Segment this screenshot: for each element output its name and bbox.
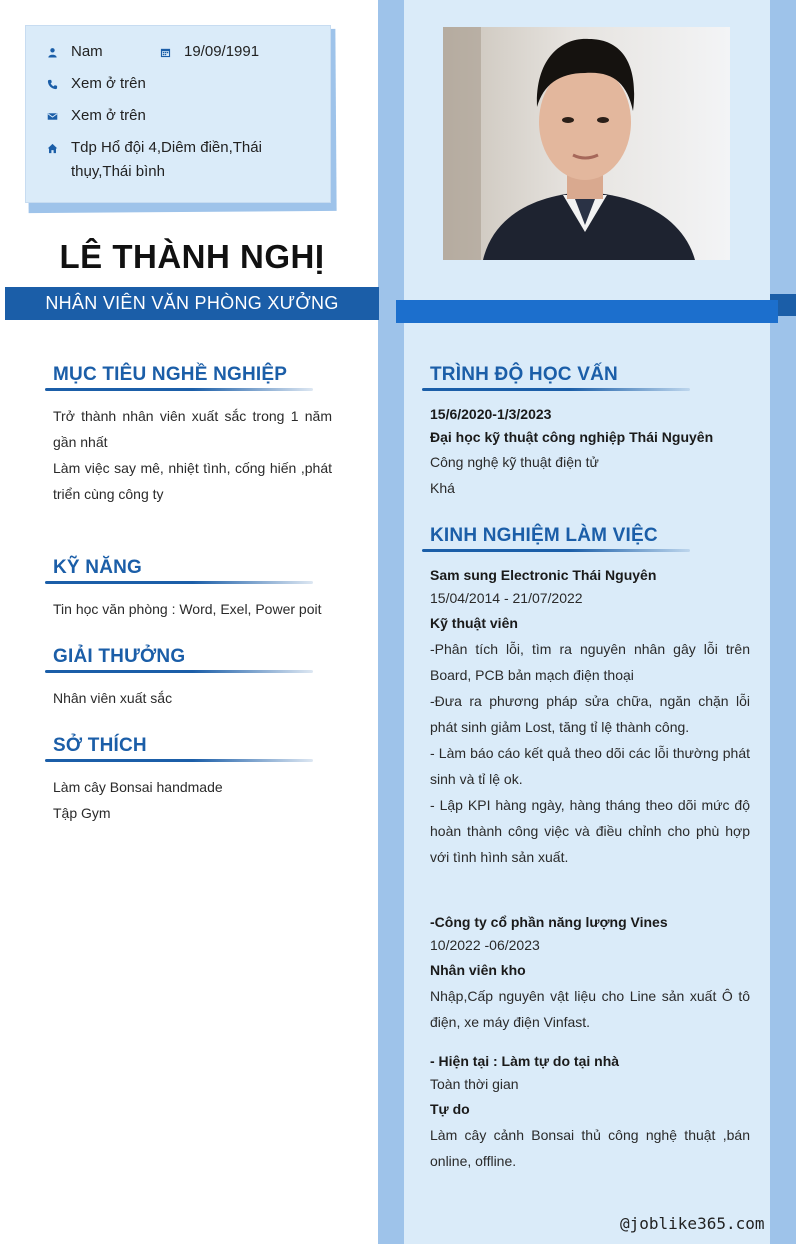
right-title-bar xyxy=(396,300,778,323)
skills-underline xyxy=(45,581,313,584)
person-icon xyxy=(45,45,59,59)
job-period: 15/04/2014 - 21/07/2022 xyxy=(430,590,583,606)
phone-value: Xem ở trên xyxy=(71,75,146,92)
job-company: Sam sung Electronic Thái Nguyên xyxy=(430,567,657,583)
birthdate-row xyxy=(158,40,259,64)
hobbies-underline xyxy=(45,759,313,762)
awards-underline xyxy=(45,670,313,673)
experience-underline xyxy=(422,549,690,552)
candidate-name: LÊ THÀNH NGHỊ xyxy=(59,238,325,275)
job-detail: -Đưa ra phương pháp sửa chữa, ngăn chặn lỗi phát sinh giảm Lost, tăng tỉ lệ thành công. xyxy=(430,693,750,735)
phone-icon xyxy=(45,77,59,91)
job-role: Tự do xyxy=(430,1101,470,1117)
job-detail: - Lập KPI hàng ngày, hàng tháng theo dõi mức độ hoàn thành công việc và điều chỉnh cho phù hợp với tình hình sản xuất. xyxy=(430,797,750,865)
job-company: - Hiện tại : Làm tự do tại nhà xyxy=(430,1053,620,1069)
awards-heading: GIẢI THƯỞNG xyxy=(53,646,186,667)
objective-line-2: Làm việc say mê, nhiệt tình, cống hiến ,phát triển cùng công ty xyxy=(53,460,332,502)
job-detail: Nhập,Cấp nguyên vật liệu cho Line sản xuất Ô tô điện, xe máy điện Vinfast. xyxy=(430,988,750,1030)
education-major: Công nghệ kỹ thuật điện tử xyxy=(430,454,599,470)
objective-line-1: Trở thành nhân viên xuất sắc trong 1 năm gần nhất xyxy=(53,408,332,450)
job-company: -Công ty cổ phần năng lượng Vines xyxy=(430,914,668,930)
hobby-item: Tập Gym xyxy=(53,805,111,821)
objective-heading: MỤC TIÊU NGHỀ NGHIỆP xyxy=(53,364,288,385)
job-period: Toàn thời gian xyxy=(430,1076,519,1092)
address-value: Tdp Hổ đội 4,Diêm điền,Thái thụy,Thái bình xyxy=(71,139,262,180)
job-detail: - Làm báo cáo kết quả theo dõi các lỗi thường phát sinh và tỉ lệ ok. xyxy=(430,745,750,787)
education-school: Đại học kỹ thuật công nghiệp Thái Nguyên xyxy=(430,429,714,445)
skills-heading: KỸ NĂNG xyxy=(53,557,143,578)
hobby-item: Làm cây Bonsai handmade xyxy=(53,779,223,795)
home-icon xyxy=(45,141,59,155)
education-grade: Khá xyxy=(430,480,455,496)
watermark: @joblike365.com xyxy=(620,1214,765,1233)
experience-heading: KINH NGHIỆM LÀM VIỆC xyxy=(430,525,658,546)
job-title: NHÂN VIÊN VĂN PHÒNG XƯỞNG xyxy=(45,293,339,313)
education-heading: TRÌNH ĐỘ HỌC VẤN xyxy=(430,364,618,385)
envelope-icon xyxy=(45,109,59,123)
email-value: Xem ở trên xyxy=(71,107,146,124)
job-role: Nhân viên kho xyxy=(430,962,526,978)
job-period: 10/2022 -06/2023 xyxy=(430,937,540,953)
gender-value: Nam xyxy=(71,43,103,60)
skill-item: Tin học văn phòng : Word, Exel, Power poit xyxy=(53,601,322,617)
hobbies-heading: SỞ THÍCH xyxy=(53,735,147,756)
gender-row xyxy=(45,40,103,64)
education-underline xyxy=(422,388,690,391)
education-period: 15/6/2020-1/3/2023 xyxy=(430,406,552,422)
birthdate-value: 19/09/1991 xyxy=(184,43,260,60)
job-detail: Làm cây cảnh Bonsai thủ công nghệ thuật ,bán online, offline. xyxy=(430,1127,750,1169)
objective-underline xyxy=(45,388,313,391)
job-role: Kỹ thuật viên xyxy=(430,615,518,631)
award-item: Nhân viên xuất sắc xyxy=(53,690,173,706)
phone-row xyxy=(45,72,146,96)
email-row xyxy=(45,104,146,128)
address-row xyxy=(45,136,295,184)
calendar-icon xyxy=(158,45,172,59)
job-detail: -Phân tích lỗi, tìm ra nguyên nhân gây lỗi trên Board, PCB bản mạch điện thoại xyxy=(430,641,750,683)
profile-photo xyxy=(443,27,730,260)
